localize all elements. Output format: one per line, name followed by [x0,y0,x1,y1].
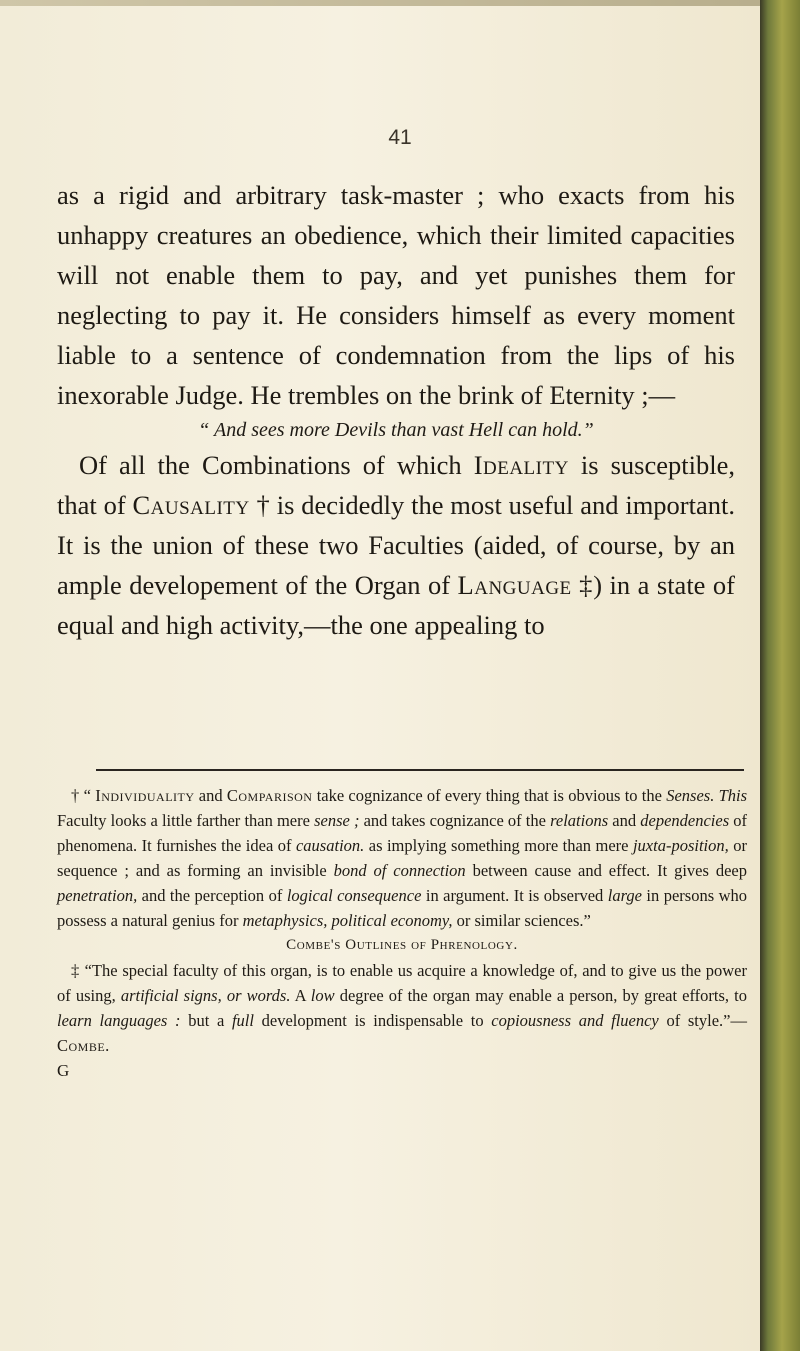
footnote-attribution: Combe's Outlines of Phrenology. [286,937,518,953]
term-causality: Causality [132,490,250,520]
footnote-language: ‡ “The special faculty of this organ, is to enable us acquire a knowledge of, and to give us the power of using, artificial signs, or words. A low degree of the organ may enable a person, by great efforts, to learn languages : but a full development is indispensable to copiousness and fluency of style.”—Combe. [57,961,748,1055]
footnote-divider [96,769,744,771]
term-ideality: Ideality [473,450,569,480]
footnote-2-marker: ‡ [71,961,80,980]
book-spine-edge [760,0,800,1351]
paragraph-2 [57,445,735,645]
term-individuality: Individuality [95,786,195,805]
signature-mark: G [57,1061,70,1080]
main-text [57,175,735,645]
paragraph-2-a: Of all the Combinations of which [79,450,474,480]
paragraph-1: as a rigid and arbitrary task-master ; who exacts from his unhappy creatures an obedience, which their limited capacities will not enable them to pay, and yet punishes them for neglecting to pay it. He considers himself as every moment liable to a sentence of condemnation from the lips of his inexorable Judge. He trembles on the brink of Eternity ;— [57,180,735,410]
term-comparison: Comparison [226,786,313,805]
page-number: 41 [388,126,412,149]
paragraph-2-c: † is decidedly the most useful and important. It is the union of these two Faculties (aided, of course, by an ample developement of the Organ of [57,490,735,600]
footnote-causality: † “ Individuality and Comparison take cognizance of every thing that is obvious to the Senses. This Faculty looks a little farther than mere sense ; and takes cognizance of the relations and dependencies of phenomena. It furnishes the idea of causation. as implying something more than mere juxta-position, or sequence ; and as forming an invisible bond of connection between cause and effect. It gives deep penetration, and the perception of logical consequence in argument. It is observed large in persons who possess a natural genius for metaphysics, political economy, or similar sciences.” [57,786,748,930]
page-top-edge [0,0,760,6]
paragraph-2-b: is susceptible, that of [57,450,735,520]
paragraph-2-d: ‡) in a state of equal and high activity,—the one appealing to [57,570,735,640]
footnotes [57,783,747,1083]
term-language: Language [457,570,572,600]
poetry-quote: “ And sees more Devils than vast Hell can hold.” [198,419,594,441]
footnote-1-marker: † [71,786,80,805]
